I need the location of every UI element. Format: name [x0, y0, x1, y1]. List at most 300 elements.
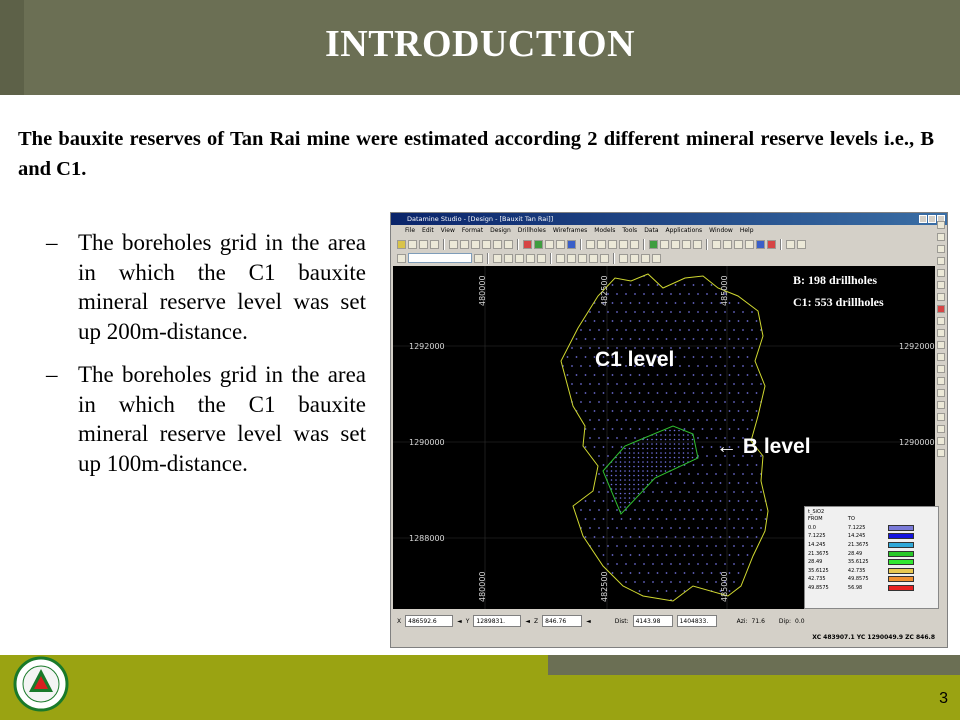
save-icon[interactable]	[419, 240, 428, 249]
measure-icon[interactable]	[619, 254, 628, 263]
drillhole-dot	[585, 500, 587, 502]
legend-row	[808, 584, 938, 593]
drillhole-dot	[576, 392, 578, 394]
layers-icon[interactable]	[567, 240, 576, 249]
clip-icon[interactable]	[937, 389, 945, 397]
legend-swatch	[888, 533, 914, 539]
drillhole-dot	[607, 545, 609, 547]
drillhole-dot	[669, 461, 671, 463]
c1-level-label: C1 level	[595, 348, 675, 371]
drillhole-dot	[656, 434, 658, 436]
arrow-left-icon[interactable]: ◄	[586, 617, 591, 625]
drillhole-dot	[702, 392, 704, 394]
drillhole-dot	[702, 320, 704, 322]
drillhole-dot	[742, 383, 744, 385]
drillhole-dot	[675, 518, 677, 520]
drillhole-dot	[629, 493, 631, 495]
drillhole-dot	[607, 419, 609, 421]
drillhole-dot	[669, 434, 671, 436]
drillhole-dot	[742, 509, 744, 511]
drillhole-dot	[678, 430, 680, 432]
drillhole-dot	[674, 448, 676, 450]
drillhole-dot	[688, 329, 690, 331]
drillhole-dot	[621, 554, 623, 556]
drillhole-dot	[711, 320, 713, 322]
drillhole-dot	[665, 470, 667, 472]
drillhole-dot	[760, 491, 762, 493]
drillhole-dot	[697, 527, 699, 529]
drillhole-dot	[656, 452, 658, 454]
drillhole-dot	[629, 466, 631, 468]
undo-icon[interactable]	[482, 240, 491, 249]
drillhole-dot	[724, 311, 726, 313]
drillhole-dot	[747, 428, 749, 430]
legend-swatch-cell	[888, 532, 938, 541]
light-icon[interactable]	[937, 437, 945, 445]
drillhole-dot	[603, 338, 605, 340]
drillhole-dot	[715, 329, 717, 331]
zoom-icon[interactable]	[937, 221, 945, 229]
drillhole-dot	[693, 518, 695, 520]
drillhole-dot	[621, 446, 623, 448]
pan-icon[interactable]	[556, 254, 565, 263]
drillhole-dot	[670, 311, 672, 313]
drillhole-dot	[692, 457, 694, 459]
drillhole-dot	[634, 527, 636, 529]
clip-icon[interactable]	[526, 254, 535, 263]
view-icon[interactable]	[397, 254, 406, 263]
drillhole-dot	[738, 410, 740, 412]
left-icon[interactable]	[937, 341, 945, 349]
drillhole-dot	[711, 356, 713, 358]
drillhole-dot	[612, 392, 614, 394]
drillhole-dot	[666, 410, 668, 412]
open-icon[interactable]	[408, 240, 417, 249]
drillhole-dot	[634, 401, 636, 403]
drillhole-dot	[679, 509, 681, 511]
design-canvas[interactable]	[393, 266, 935, 609]
drillhole-dot	[594, 536, 596, 538]
legend-col-to: TO	[847, 516, 855, 523]
drillhole-dot	[648, 518, 650, 520]
drillhole-dot	[679, 329, 681, 331]
drillhole-dot	[729, 554, 731, 556]
drillhole-dot	[747, 554, 749, 556]
drillhole-dot	[652, 419, 654, 421]
marker-icon[interactable]	[937, 305, 945, 313]
drillhole-dot	[756, 482, 758, 484]
drillhole-dot	[693, 374, 695, 376]
refresh-icon[interactable]	[937, 293, 945, 301]
drillhole-dot	[648, 590, 650, 592]
drillhole-dot	[598, 509, 600, 511]
drillhole-dot	[585, 518, 587, 520]
drillhole-dot	[647, 470, 649, 472]
rotate-icon[interactable]	[682, 240, 691, 249]
drillhole-dot	[594, 392, 596, 394]
drillhole-dot	[675, 572, 677, 574]
drillhole-dot	[630, 320, 632, 322]
menu-view[interactable]: View	[440, 227, 455, 234]
legend-to: 49.8575	[847, 576, 869, 583]
drillhole-dot	[692, 448, 694, 450]
layer-select[interactable]	[408, 253, 472, 263]
help-icon[interactable]	[504, 240, 513, 249]
menu-applications[interactable]: Applications	[665, 227, 703, 234]
color-icon[interactable]	[937, 449, 945, 457]
new-icon[interactable]	[397, 240, 406, 249]
drillhole-dot	[594, 320, 596, 322]
drillhole-dot	[661, 527, 663, 529]
drillhole-dot	[589, 347, 591, 349]
drillhole-dot	[702, 374, 704, 376]
select-icon[interactable]	[660, 240, 669, 249]
cut-icon[interactable]	[449, 240, 458, 249]
play-icon[interactable]	[534, 240, 543, 249]
drillhole-dot	[724, 401, 726, 403]
window-icon[interactable]	[786, 240, 795, 249]
drillhole-dot	[693, 482, 695, 484]
drillhole-dot	[684, 554, 686, 556]
menu-window[interactable]: Window	[709, 227, 733, 234]
drillhole-dot	[647, 461, 649, 463]
drillhole-dot	[720, 554, 722, 556]
drillhole-dot	[715, 491, 717, 493]
drillhole-dot	[616, 545, 618, 547]
drillhole-dot	[738, 518, 740, 520]
drillhole-dot	[603, 428, 605, 430]
drillhole-dot	[634, 563, 636, 565]
drillhole-dot	[706, 401, 708, 403]
drillhole-dot	[580, 347, 582, 349]
drillhole-dot	[598, 329, 600, 331]
legend-to: 56.98	[847, 585, 863, 592]
zoom-out-icon[interactable]	[578, 254, 587, 263]
drillhole-dot	[642, 448, 644, 450]
drillhole-dot	[657, 590, 659, 592]
drillhole-dot	[747, 536, 749, 538]
menu-wireframes[interactable]: Wireframes	[552, 227, 588, 234]
drillhole-dot	[692, 443, 694, 445]
drillhole-dot	[612, 500, 614, 502]
drillhole-dot	[724, 347, 726, 349]
table-icon[interactable]	[597, 240, 606, 249]
copy-icon[interactable]	[460, 240, 469, 249]
drillhole-dot	[652, 311, 654, 313]
menu-help[interactable]: Help	[739, 227, 754, 234]
drillhole-dot	[621, 302, 623, 304]
toolbar-separator	[613, 253, 615, 264]
drillhole-dot	[760, 527, 762, 529]
legend-icon[interactable]	[652, 254, 661, 263]
drillhole-dot	[684, 500, 686, 502]
drillhole-dot	[697, 329, 699, 331]
toolbar-separator	[443, 239, 445, 250]
drillhole-dot	[670, 293, 672, 295]
menu-data[interactable]: Data	[644, 227, 659, 234]
legend-swatch	[888, 568, 914, 574]
drillhole-dot	[715, 311, 717, 313]
grid-icon[interactable]	[937, 413, 945, 421]
drillhole-dot	[576, 356, 578, 358]
check-icon[interactable]	[649, 240, 658, 249]
drillhole-dot	[648, 554, 650, 556]
query-icon[interactable]	[630, 254, 639, 263]
drillhole-dot	[666, 536, 668, 538]
snap-icon[interactable]	[937, 401, 945, 409]
drillhole-dot	[603, 410, 605, 412]
drillhole-dot	[657, 392, 659, 394]
drillhole-dot	[661, 491, 663, 493]
drillhole-dot	[638, 484, 640, 486]
down-icon[interactable]	[937, 329, 945, 337]
pan-icon[interactable]	[937, 257, 945, 265]
drillhole-dot	[651, 470, 653, 472]
point-icon[interactable]	[723, 240, 732, 249]
drillhole-dot	[612, 554, 614, 556]
drillhole-dot	[647, 452, 649, 454]
drillhole-dot	[652, 491, 654, 493]
drillhole-dot	[738, 320, 740, 322]
drillhole-dot	[675, 500, 677, 502]
drillhole-dot	[620, 479, 622, 481]
tile-icon[interactable]	[797, 240, 806, 249]
bullet-text: The boreholes grid in the area in which the C1 bauxite mineral reserve level was set up 200m-distance.	[78, 230, 366, 344]
zoom-icon[interactable]	[556, 240, 565, 249]
drillhole-dot	[715, 509, 717, 511]
dropdown-icon[interactable]	[474, 254, 483, 263]
drillhole-dot	[638, 475, 640, 477]
drillhole-dot	[629, 452, 631, 454]
drillhole-dot	[612, 410, 614, 412]
annotate-icon[interactable]	[641, 254, 650, 263]
drillhole-dot	[720, 410, 722, 412]
drillhole-dot	[711, 284, 713, 286]
plan-view-icon[interactable]	[493, 254, 502, 263]
drillhole-dot	[666, 392, 668, 394]
drillhole-dot	[639, 374, 641, 376]
drillhole-dot	[621, 572, 623, 574]
drillhole-dot	[657, 500, 659, 502]
drillhole-dot	[633, 479, 635, 481]
drillhole-dot	[733, 383, 735, 385]
drillhole-dot	[702, 464, 704, 466]
delete-icon[interactable]	[767, 240, 776, 249]
drillhole-dot	[697, 437, 699, 439]
drillhole-dot	[639, 284, 641, 286]
drillhole-dot	[684, 320, 686, 322]
drillhole-dot	[624, 502, 626, 504]
drillhole-dot	[648, 572, 650, 574]
drillhole-dot	[661, 401, 663, 403]
minimize-button[interactable]	[919, 215, 927, 223]
drillhole-dot	[648, 500, 650, 502]
wireframe-icon[interactable]	[756, 240, 765, 249]
drillhole-dot	[720, 374, 722, 376]
filter-icon[interactable]	[619, 240, 628, 249]
pointer-icon[interactable]	[545, 240, 554, 249]
menu-models[interactable]: Models	[594, 227, 616, 234]
link-icon[interactable]	[630, 240, 639, 249]
toolbar-separator	[550, 253, 552, 264]
drillhole-dot	[670, 383, 672, 385]
drillhole-dot	[633, 443, 635, 445]
section-view-icon[interactable]	[504, 254, 513, 263]
menu-drillholes[interactable]: Drillholes	[517, 227, 546, 234]
drillhole-dot	[643, 401, 645, 403]
drillhole-dot	[724, 545, 726, 547]
drillhole-dot	[624, 475, 626, 477]
drillhole-dot	[607, 527, 609, 529]
zoom-in-icon[interactable]	[567, 254, 576, 263]
drillhole-dot	[670, 545, 672, 547]
title-band	[0, 0, 960, 95]
drillhole-dot	[585, 320, 587, 322]
drillhole-dot	[751, 347, 753, 349]
drillhole-dot	[643, 545, 645, 547]
3d-view-icon[interactable]	[515, 254, 524, 263]
up-icon[interactable]	[937, 317, 945, 325]
layer-icon[interactable]	[937, 425, 945, 433]
print-icon[interactable]	[430, 240, 439, 249]
drillhole-dot	[647, 479, 649, 481]
drillhole-dot	[625, 383, 627, 385]
drillhole-dot	[684, 356, 686, 358]
drillhole-dot	[692, 439, 694, 441]
grid-label-y-right: 1290000	[899, 438, 935, 447]
drillhole-dot	[657, 374, 659, 376]
paste-icon[interactable]	[471, 240, 480, 249]
drillhole-dot	[624, 484, 626, 486]
menu-format[interactable]: Format	[461, 227, 484, 234]
drillhole-dot	[706, 491, 708, 493]
drillhole-dot	[634, 437, 636, 439]
arrow-left-icon[interactable]: ◄	[525, 617, 531, 625]
drillhole-dot	[589, 329, 591, 331]
toolbar-separator	[580, 239, 582, 250]
z-field[interactable]: 846.76	[542, 615, 582, 627]
right-icon[interactable]	[937, 353, 945, 361]
drillhole-dot	[706, 473, 708, 475]
menu-file[interactable]: File	[405, 227, 416, 234]
drillhole-dot	[598, 401, 600, 403]
toolbar-separator	[643, 239, 645, 250]
zoom-in-icon[interactable]	[937, 233, 945, 241]
drillhole-dot	[571, 365, 573, 367]
drillhole-dot	[669, 430, 671, 432]
legend-row	[808, 524, 938, 533]
section-icon[interactable]	[937, 365, 945, 373]
c1-drillhole-count: C1: 553 drillholes	[793, 295, 884, 309]
drillhole-dot	[693, 284, 695, 286]
x-field[interactable]: 486592.6	[405, 615, 453, 627]
line-icon[interactable]	[712, 240, 721, 249]
drillhole-dot	[742, 365, 744, 367]
drillhole-dot	[697, 365, 699, 367]
drillhole-dot	[760, 383, 762, 385]
drillhole-dot	[607, 329, 609, 331]
drillhole-dot	[756, 320, 758, 322]
drillhole-dot	[733, 365, 735, 367]
drillhole-dot	[629, 448, 631, 450]
fit-icon[interactable]	[937, 281, 945, 289]
stop-icon[interactable]	[523, 240, 532, 249]
drillhole-dot	[715, 401, 717, 403]
drillhole-dot	[634, 419, 636, 421]
legend-from: 49.8575	[808, 585, 829, 592]
drillhole-dot	[679, 527, 681, 529]
drillhole-dot	[611, 484, 613, 486]
drillhole-dot	[666, 590, 668, 592]
drillhole-dot	[738, 482, 740, 484]
redraw-icon[interactable]	[537, 254, 546, 263]
move-icon[interactable]	[671, 240, 680, 249]
bullet-text: The boreholes grid in the area in which the C1 bauxite mineral reserve level was set up 100m-distance.	[78, 362, 366, 476]
drillhole-dot	[612, 572, 614, 574]
bullet-item	[46, 228, 366, 346]
drillhole-dot	[715, 527, 717, 529]
drillhole-dot	[706, 545, 708, 547]
drillhole-dot	[638, 448, 640, 450]
rotate-icon[interactable]	[937, 269, 945, 277]
string-icon[interactable]	[745, 240, 754, 249]
legend-to: 14.245	[847, 533, 866, 540]
drillhole-dot	[656, 461, 658, 463]
drillhole-dot	[625, 545, 627, 547]
drillhole-dot	[756, 500, 758, 502]
drillhole-dot	[678, 439, 680, 441]
grid-label-y-right: 1292000	[899, 342, 935, 351]
menu-tools[interactable]: Tools	[622, 227, 638, 234]
drillhole-dot	[666, 302, 668, 304]
snap-icon[interactable]	[693, 240, 702, 249]
y-field[interactable]: 1289831.	[473, 615, 521, 627]
drillhole-dot	[615, 484, 617, 486]
drillhole-dot	[585, 338, 587, 340]
drillhole-dot	[630, 302, 632, 304]
drillhole-dot	[756, 338, 758, 340]
redo-icon[interactable]	[493, 240, 502, 249]
zoom-all-icon[interactable]	[589, 254, 598, 263]
grid-icon[interactable]	[586, 240, 595, 249]
drillhole-dot	[665, 443, 667, 445]
x-label: X	[397, 617, 402, 625]
drillhole-dot	[652, 401, 654, 403]
drillhole-dot	[697, 383, 699, 385]
arrow-left-icon[interactable]: ◄	[457, 617, 462, 625]
plane-icon[interactable]	[937, 377, 945, 385]
plus-icon[interactable]	[734, 240, 743, 249]
drillhole-dot	[665, 430, 667, 432]
drillhole-dot	[738, 572, 740, 574]
drillhole-dot	[624, 506, 626, 508]
drillhole-dot	[603, 374, 605, 376]
vigmr-logo-icon	[6, 654, 76, 714]
drillhole-dot	[634, 581, 636, 583]
drillhole-dot	[706, 455, 708, 457]
drillhole-dot	[747, 482, 749, 484]
menu-design[interactable]: Design	[490, 227, 511, 234]
drillhole-dot	[652, 581, 654, 583]
menu-edit[interactable]: Edit	[422, 227, 434, 234]
drillhole-dot	[657, 572, 659, 574]
zoom-out-icon[interactable]	[937, 245, 945, 253]
drillhole-dot	[585, 410, 587, 412]
zoom-window-icon[interactable]	[600, 254, 609, 263]
drillhole-dot	[688, 563, 690, 565]
chart-icon[interactable]	[608, 240, 617, 249]
drillhole-dot	[742, 491, 744, 493]
